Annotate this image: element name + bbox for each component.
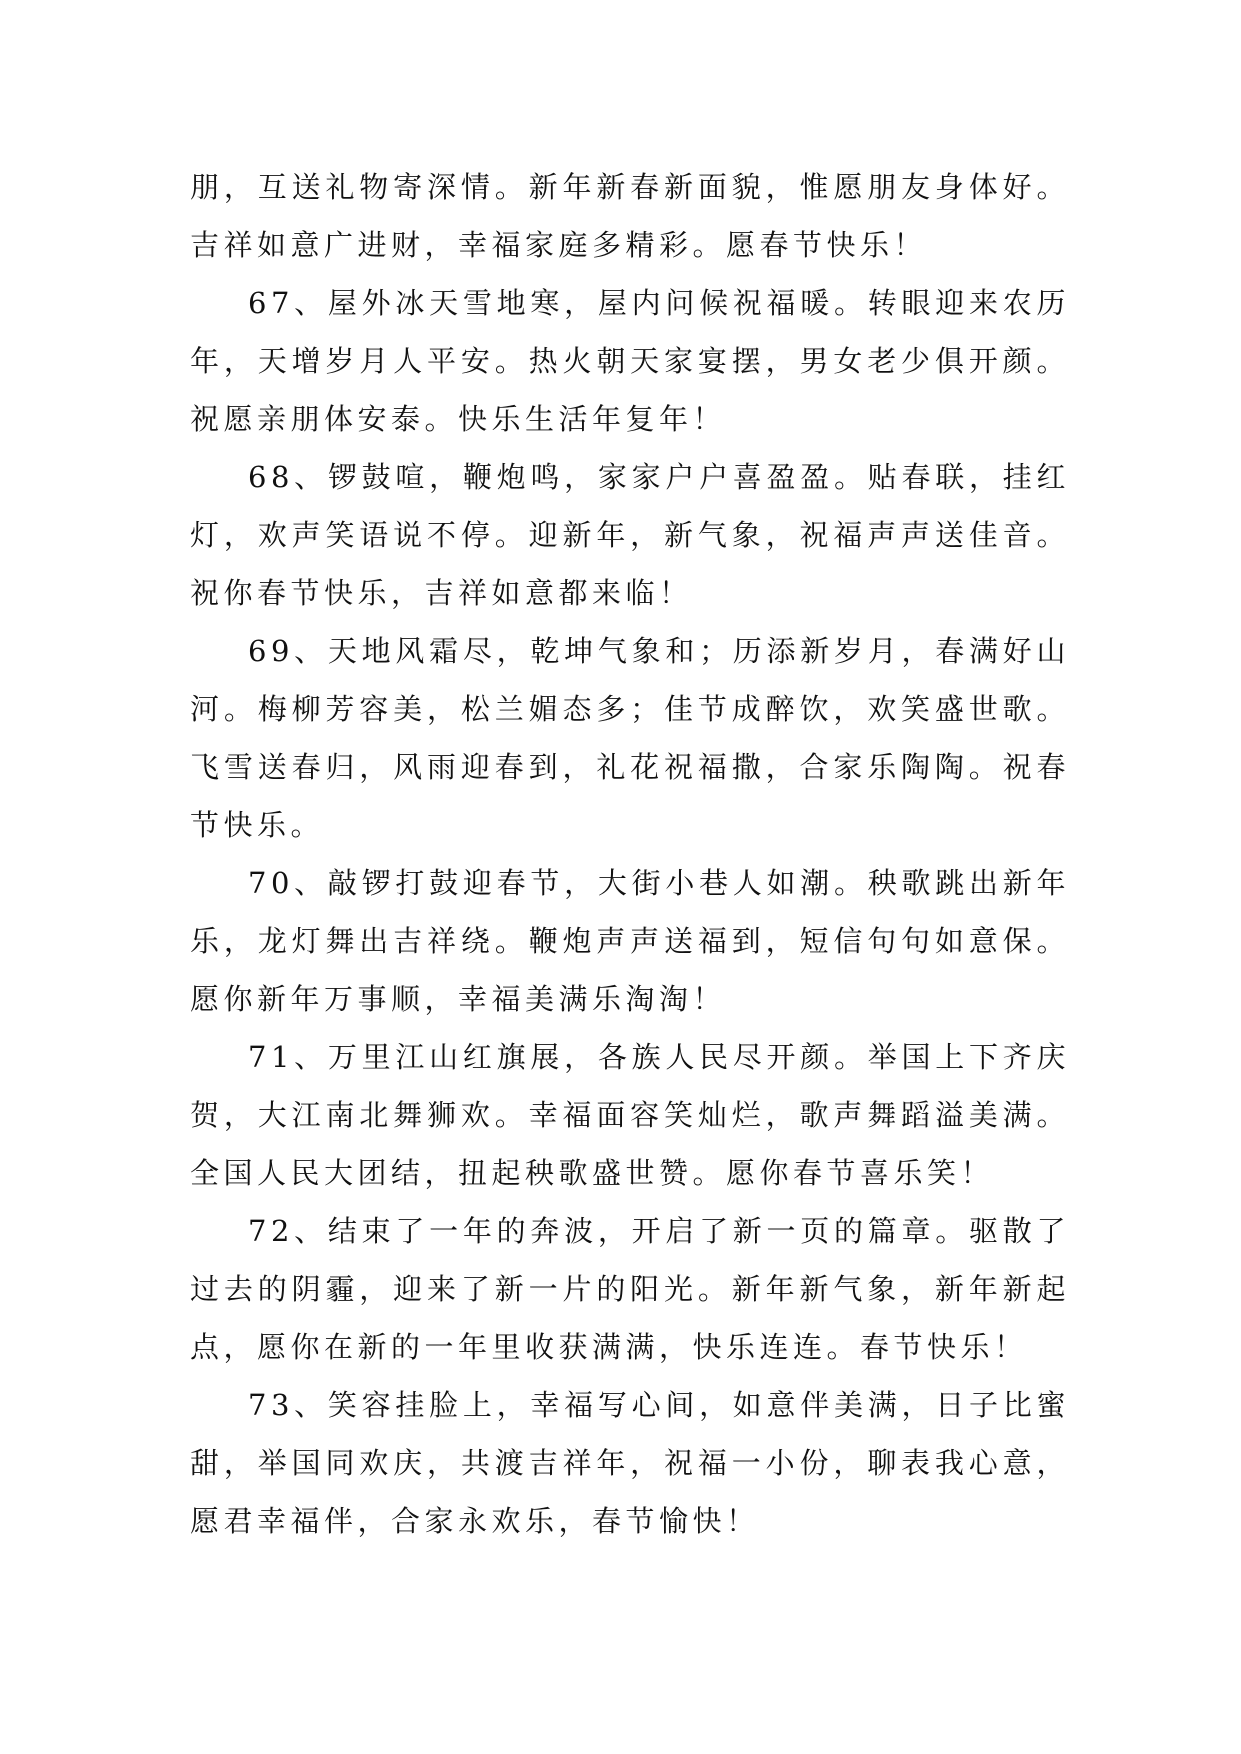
paragraph-72: 72、结束了一年的奔波，开启了新一页的篇章。驱散了过去的阴霾，迎来了新一片的阳光。新年新气象，新年新起点，愿你在新的一年里收获满满，快乐连连。春节快乐！ — [190, 1214, 1070, 1364]
paragraph-67: 67、屋外冰天雪地寒，屋内问候祝福暖。转眼迎来农历年，天增岁月人平安。热火朝天家宴摆，男女老少俱开颜。祝愿亲朋体安泰。快乐生活年复年！ — [190, 286, 1070, 436]
paragraph-70: 70、敲锣打鼓迎春节，大街小巷人如潮。秧歌跳出新年乐，龙灯舞出吉祥绕。鞭炮声声送福到，短信句句如意保。愿你新年万事顺，幸福美满乐淘淘！ — [190, 866, 1070, 1016]
paragraph-69: 69、天地风霜尽，乾坤气象和；历添新岁月，春满好山河。梅柳芳容美，松兰媚态多；佳节成醉饮，欢笑盛世歌。飞雪送春归，风雨迎春到，礼花祝福撒，合家乐陶陶。祝春节快乐。 — [190, 634, 1070, 842]
paragraph-71: 71、万里江山红旗展，各族人民尽开颜。举国上下齐庆贺，大江南北舞狮欢。幸福面容笑灿烂，歌声舞蹈溢美满。全国人民大团结，扭起秧歌盛世赞。愿你春节喜乐笑！ — [190, 1040, 1070, 1190]
document-body — [190, 158, 1070, 1550]
paragraph-68: 68、锣鼓喧，鞭炮鸣，家家户户喜盈盈。贴春联，挂红灯，欢声笑语说不停。迎新年，新气象，祝福声声送佳音。祝你春节快乐，吉祥如意都来临！ — [190, 460, 1070, 610]
paragraph-73: 73、笑容挂脸上，幸福写心间，如意伴美满，日子比蜜甜，举国同欢庆，共渡吉祥年，祝福一小份，聊表我心意，愿君幸福伴，合家永欢乐，春节愉快！ — [190, 1388, 1070, 1538]
paragraph-continuation: 朋，互送礼物寄深情。新年新春新面貌，惟愿朋友身体好。吉祥如意广进财，幸福家庭多精彩。愿春节快乐！ — [190, 170, 1070, 262]
